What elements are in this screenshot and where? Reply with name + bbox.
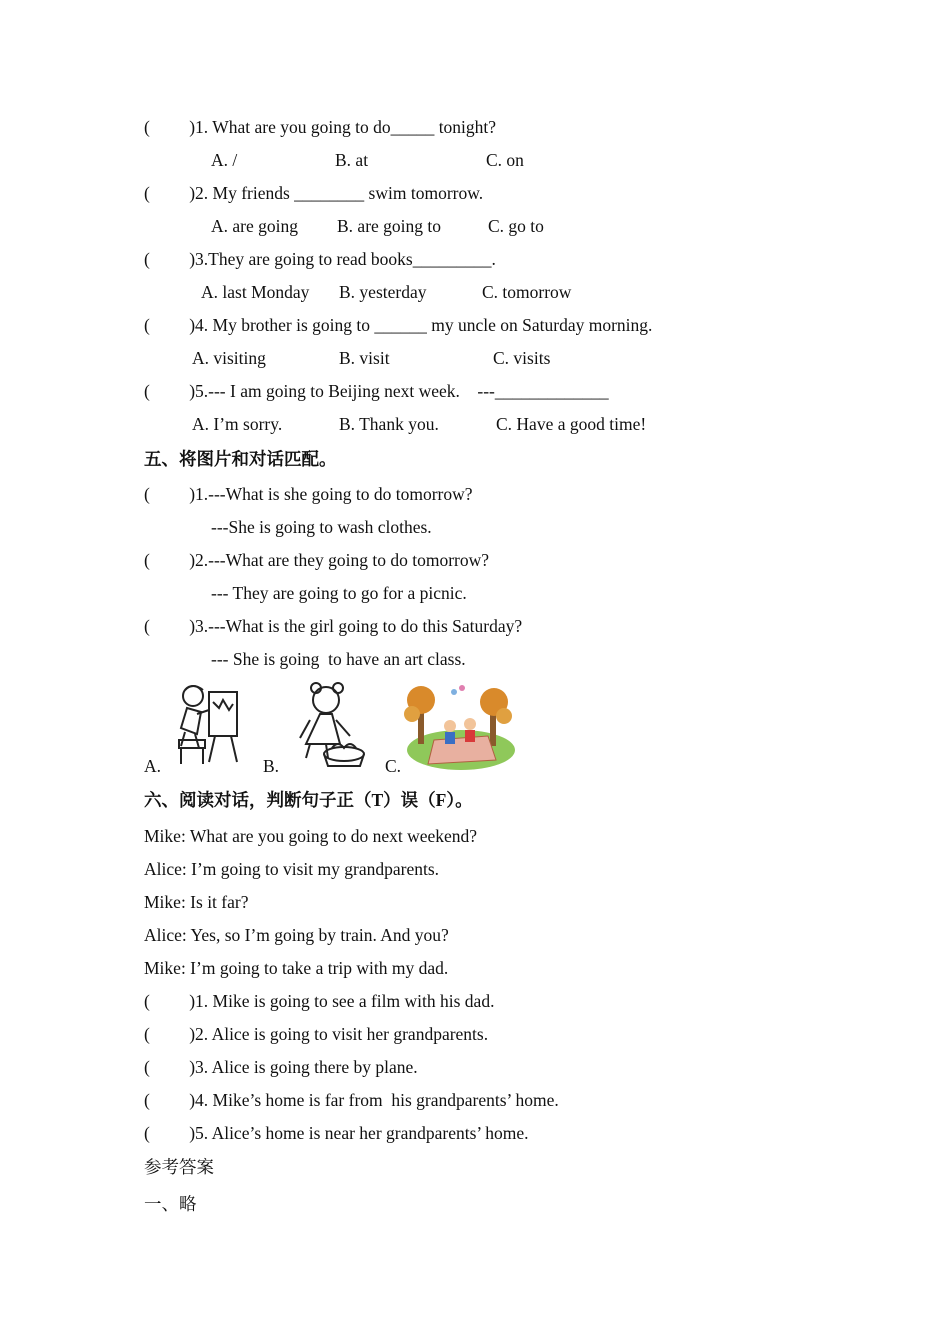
picture-label-a: A. bbox=[144, 756, 162, 776]
answer-5-1: ---She is going to wash clothes. bbox=[211, 517, 432, 537]
option-b: B. are going to bbox=[337, 216, 442, 236]
dialogue-line: Mike: What are you going to do next weekend? bbox=[144, 826, 478, 846]
dialogue-line: Mike: Is it far? bbox=[144, 892, 249, 912]
question-5-1: ( )1.---What is she going to do tomorrow? bbox=[144, 484, 473, 504]
option-b: B. at bbox=[335, 150, 369, 170]
dialogue-line: Alice: Yes, so I’m going by train. And you? bbox=[144, 925, 449, 945]
art-class-picture bbox=[165, 682, 245, 768]
question-4-3: ( )3.They are going to read books_________. bbox=[144, 249, 496, 269]
option-b: B. yesterday bbox=[339, 282, 427, 302]
option-a: A. / bbox=[211, 150, 238, 170]
picnic-picture bbox=[404, 680, 518, 772]
option-a: A. visiting bbox=[192, 348, 266, 368]
option-a: A. last Monday bbox=[201, 282, 310, 302]
picture-label-c: C. bbox=[385, 756, 402, 776]
section-6-heading: 六、阅读对话，判断句子正（T）误（F）。 bbox=[144, 790, 473, 810]
option-c: C. Have a good time! bbox=[496, 414, 647, 434]
answer-5-3: --- She is going to have an art class. bbox=[211, 649, 466, 669]
option-a: A. I’m sorry. bbox=[192, 414, 283, 434]
section-5-heading: 五、将图片和对话匹配。 bbox=[144, 449, 337, 469]
option-b: B. Thank you. bbox=[339, 414, 439, 434]
answers-first: 一、略 bbox=[144, 1194, 197, 1214]
question-4-2: ( )2. My friends ________ swim tomorrow. bbox=[144, 183, 484, 203]
statement-6-4: ( )4. Mike’s home is far from his grandparents’ home. bbox=[144, 1090, 559, 1110]
answer-5-2: --- They are going to go for a picnic. bbox=[211, 583, 467, 603]
answers-title: 参考答案 bbox=[144, 1157, 214, 1177]
question-4-4: ( )4. My brother is going to ______ my uncle on Saturday morning. bbox=[144, 315, 653, 335]
dialogue-line: Alice: I’m going to visit my grandparents. bbox=[144, 859, 440, 879]
question-5-2: ( )2.---What are they going to do tomorrow? bbox=[144, 550, 490, 570]
picture-label-b: B. bbox=[263, 756, 280, 776]
option-c: C. on bbox=[486, 150, 524, 170]
statement-6-1: ( )1. Mike is going to see a film with his dad. bbox=[144, 991, 495, 1011]
option-c: C. go to bbox=[488, 216, 544, 236]
option-a: A. are going bbox=[211, 216, 298, 236]
statement-6-2: ( )2. Alice is going to visit her grandparents. bbox=[144, 1024, 489, 1044]
question-4-1: ( )1. What are you going to do_____ tonight? bbox=[144, 117, 497, 137]
statement-6-3: ( )3. Alice is going there by plane. bbox=[144, 1057, 418, 1077]
option-c: C. visits bbox=[493, 348, 551, 368]
question-4-5: ( )5.--- I am going to Beijing next week. ---_____________ bbox=[144, 381, 609, 401]
option-b: B. visit bbox=[339, 348, 390, 368]
dialogue-line: Mike: I’m going to take a trip with my dad. bbox=[144, 958, 449, 978]
option-c: C. tomorrow bbox=[482, 282, 572, 302]
question-5-3: ( )3.---What is the girl going to do this Saturday? bbox=[144, 616, 523, 636]
statement-6-5: ( )5. Alice’s home is near her grandparents’ home. bbox=[144, 1123, 529, 1143]
washing-clothes-picture bbox=[280, 680, 366, 772]
